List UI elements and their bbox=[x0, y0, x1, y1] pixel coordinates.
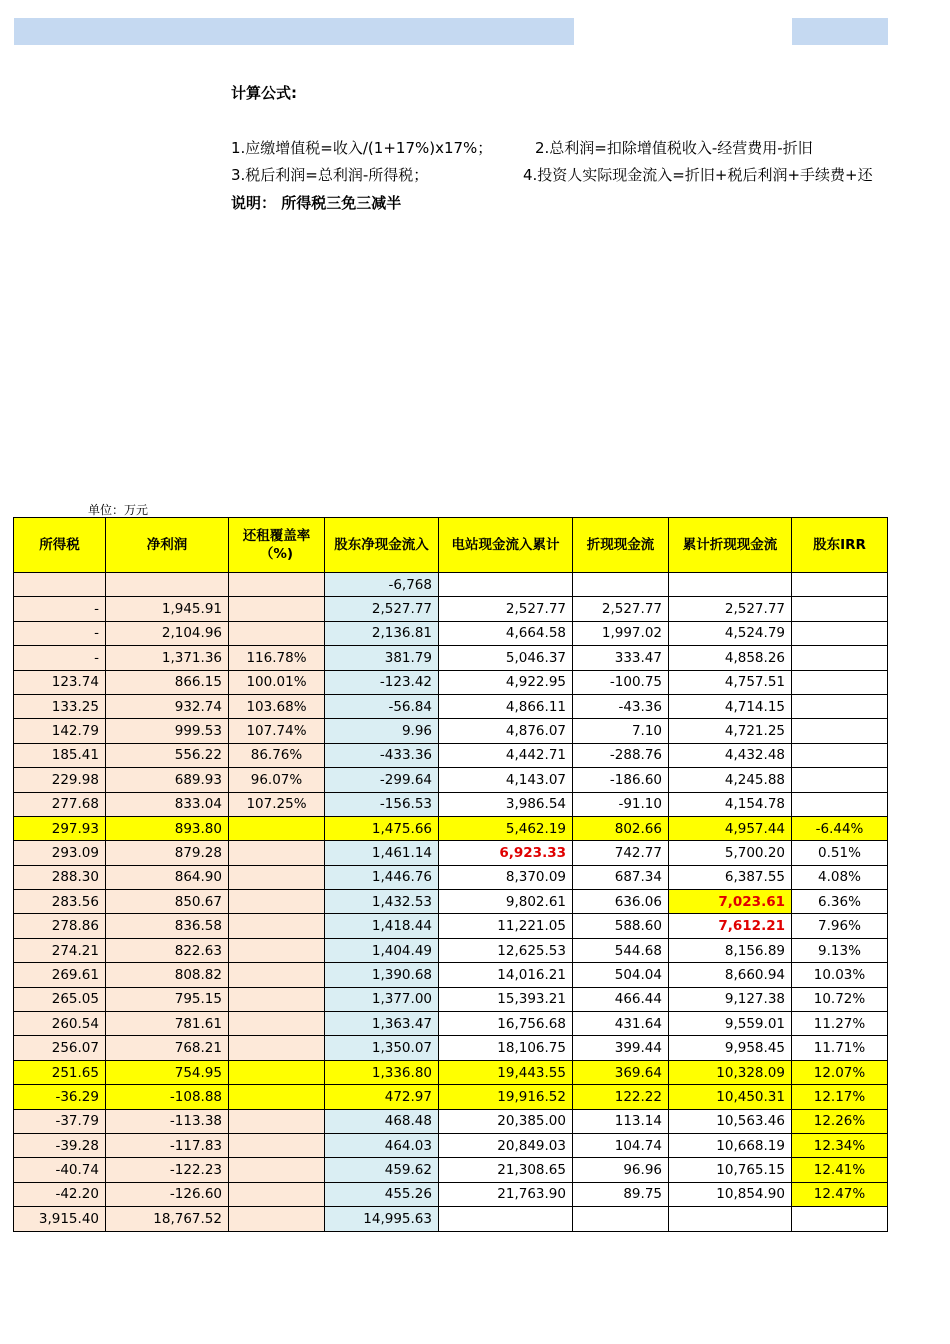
table-row bbox=[14, 1182, 888, 1206]
table-row bbox=[14, 816, 888, 840]
cell-net-profit: 1,945.91 bbox=[106, 597, 229, 621]
cell-station-cumulative-inflow: 2,527.77 bbox=[439, 597, 573, 621]
cell-income-tax: 185.41 bbox=[14, 743, 106, 767]
cell-discounted-cashflow: 504.04 bbox=[573, 963, 669, 987]
table-row bbox=[14, 670, 888, 694]
table-row bbox=[14, 792, 888, 816]
cell-rent-coverage: 116.78% bbox=[229, 646, 325, 670]
table-row bbox=[14, 987, 888, 1011]
cell-discounted-cashflow: 104.74 bbox=[573, 1133, 669, 1157]
cell-income-tax: 251.65 bbox=[14, 1060, 106, 1084]
formula-4: 4.投资人实际现金流入=折旧+税后利润+手续费+还 bbox=[523, 166, 873, 184]
cell-cumulative-discounted: 10,765.15 bbox=[669, 1158, 792, 1182]
cell-rent-coverage: 103.68% bbox=[229, 694, 325, 718]
cell-rent-coverage bbox=[229, 914, 325, 938]
cell-shareholder-net-inflow: 381.79 bbox=[325, 646, 439, 670]
cell-cumulative-discounted: 10,668.19 bbox=[669, 1133, 792, 1157]
cell-station-cumulative-inflow: 20,849.03 bbox=[439, 1133, 573, 1157]
cell-rent-coverage: 86.76% bbox=[229, 743, 325, 767]
cell-shareholder-irr: 10.72% bbox=[792, 987, 888, 1011]
cell-discounted-cashflow: 636.06 bbox=[573, 890, 669, 914]
header-rent-coverage: 还租覆盖率（%) bbox=[229, 518, 325, 573]
cell-income-tax: 288.30 bbox=[14, 865, 106, 889]
cell-shareholder-irr bbox=[792, 573, 888, 597]
cell-discounted-cashflow: -288.76 bbox=[573, 743, 669, 767]
cell-net-profit: 932.74 bbox=[106, 694, 229, 718]
formula-1: 1.应缴增值税=收入/(1+17%)x17%； bbox=[231, 139, 493, 157]
cell-income-tax: 123.74 bbox=[14, 670, 106, 694]
cell-income-tax: 3,915.40 bbox=[14, 1207, 106, 1231]
cell-discounted-cashflow: -186.60 bbox=[573, 768, 669, 792]
cell-income-tax: 260.54 bbox=[14, 1012, 106, 1036]
cell-net-profit: -126.60 bbox=[106, 1182, 229, 1206]
cell-shareholder-irr bbox=[792, 694, 888, 718]
cell-station-cumulative-inflow: 4,143.07 bbox=[439, 768, 573, 792]
cell-net-profit: 866.15 bbox=[106, 670, 229, 694]
cell-income-tax bbox=[14, 573, 106, 597]
header-shareholder-net-inflow: 股东净现金流入 bbox=[325, 518, 439, 573]
cell-shareholder-net-inflow: 1,363.47 bbox=[325, 1012, 439, 1036]
cell-station-cumulative-inflow: 19,443.55 bbox=[439, 1060, 573, 1084]
table-row bbox=[14, 646, 888, 670]
table-row bbox=[14, 1207, 888, 1231]
cell-rent-coverage bbox=[229, 816, 325, 840]
cell-cumulative-discounted: 7,023.61 bbox=[669, 890, 792, 914]
cell-discounted-cashflow: 687.34 bbox=[573, 865, 669, 889]
cell-shareholder-irr bbox=[792, 597, 888, 621]
cell-discounted-cashflow: 1,997.02 bbox=[573, 621, 669, 645]
cell-net-profit: 18,767.52 bbox=[106, 1207, 229, 1231]
cell-cumulative-discounted: 10,563.46 bbox=[669, 1109, 792, 1133]
cell-rent-coverage bbox=[229, 1036, 325, 1060]
cell-cumulative-discounted: 4,721.25 bbox=[669, 719, 792, 743]
table-row bbox=[14, 597, 888, 621]
cell-discounted-cashflow: 399.44 bbox=[573, 1036, 669, 1060]
table-row bbox=[14, 1133, 888, 1157]
cell-discounted-cashflow: 333.47 bbox=[573, 646, 669, 670]
table-row bbox=[14, 963, 888, 987]
formula-3: 3.税后利润=总利润-所得税； bbox=[231, 166, 429, 184]
cell-discounted-cashflow: 369.64 bbox=[573, 1060, 669, 1084]
cell-shareholder-irr: 10.03% bbox=[792, 963, 888, 987]
cell-cumulative-discounted: 4,524.79 bbox=[669, 621, 792, 645]
cell-shareholder-net-inflow: -56.84 bbox=[325, 694, 439, 718]
cell-station-cumulative-inflow: 6,923.33 bbox=[439, 841, 573, 865]
table-body bbox=[14, 573, 888, 1232]
cell-rent-coverage bbox=[229, 1133, 325, 1157]
cell-shareholder-net-inflow: 14,995.63 bbox=[325, 1207, 439, 1231]
table-row bbox=[14, 573, 888, 597]
cell-shareholder-net-inflow: 468.48 bbox=[325, 1109, 439, 1133]
cell-shareholder-irr bbox=[792, 670, 888, 694]
table-row bbox=[14, 743, 888, 767]
cell-net-profit: 999.53 bbox=[106, 719, 229, 743]
cell-cumulative-discounted bbox=[669, 573, 792, 597]
cell-net-profit: -117.83 bbox=[106, 1133, 229, 1157]
cell-cumulative-discounted: 10,854.90 bbox=[669, 1182, 792, 1206]
table-row bbox=[14, 1085, 888, 1109]
cell-discounted-cashflow bbox=[573, 1207, 669, 1231]
cell-station-cumulative-inflow: 5,462.19 bbox=[439, 816, 573, 840]
cell-shareholder-net-inflow: 464.03 bbox=[325, 1133, 439, 1157]
formula-note: 说明： 所得税三免三减半 bbox=[231, 194, 402, 212]
cell-shareholder-net-inflow: 1,377.00 bbox=[325, 987, 439, 1011]
cell-rent-coverage bbox=[229, 1182, 325, 1206]
cell-station-cumulative-inflow bbox=[439, 573, 573, 597]
cell-net-profit: -122.23 bbox=[106, 1158, 229, 1182]
cell-rent-coverage bbox=[229, 890, 325, 914]
cell-discounted-cashflow: 7.10 bbox=[573, 719, 669, 743]
cell-shareholder-irr: 7.96% bbox=[792, 914, 888, 938]
cell-station-cumulative-inflow: 14,016.21 bbox=[439, 963, 573, 987]
cell-rent-coverage bbox=[229, 865, 325, 889]
table-row bbox=[14, 890, 888, 914]
cell-shareholder-net-inflow: -299.64 bbox=[325, 768, 439, 792]
cell-net-profit: 1,371.36 bbox=[106, 646, 229, 670]
cell-net-profit: 822.63 bbox=[106, 938, 229, 962]
cell-income-tax: -37.79 bbox=[14, 1109, 106, 1133]
cell-discounted-cashflow: 89.75 bbox=[573, 1182, 669, 1206]
cell-rent-coverage bbox=[229, 987, 325, 1011]
cell-shareholder-net-inflow: -123.42 bbox=[325, 670, 439, 694]
cell-rent-coverage bbox=[229, 841, 325, 865]
cell-cumulative-discounted: 6,387.55 bbox=[669, 865, 792, 889]
cell-shareholder-net-inflow: -156.53 bbox=[325, 792, 439, 816]
cell-income-tax: 293.09 bbox=[14, 841, 106, 865]
cell-income-tax: - bbox=[14, 597, 106, 621]
cell-cumulative-discounted: 10,328.09 bbox=[669, 1060, 792, 1084]
cell-shareholder-net-inflow: 455.26 bbox=[325, 1182, 439, 1206]
cell-discounted-cashflow: 96.96 bbox=[573, 1158, 669, 1182]
table-row bbox=[14, 694, 888, 718]
cell-income-tax: 283.56 bbox=[14, 890, 106, 914]
cell-cumulative-discounted: 9,958.45 bbox=[669, 1036, 792, 1060]
cell-cumulative-discounted: 2,527.77 bbox=[669, 597, 792, 621]
cell-station-cumulative-inflow bbox=[439, 1207, 573, 1231]
cell-shareholder-irr bbox=[792, 792, 888, 816]
cell-rent-coverage bbox=[229, 1012, 325, 1036]
cell-station-cumulative-inflow: 21,308.65 bbox=[439, 1158, 573, 1182]
cell-shareholder-irr bbox=[792, 1207, 888, 1231]
cell-cumulative-discounted: 4,757.51 bbox=[669, 670, 792, 694]
cell-cumulative-discounted: 4,714.15 bbox=[669, 694, 792, 718]
cell-rent-coverage bbox=[229, 573, 325, 597]
cell-rent-coverage bbox=[229, 1207, 325, 1231]
cell-shareholder-net-inflow: 9.96 bbox=[325, 719, 439, 743]
unit-label: 单位：万元 bbox=[88, 503, 149, 517]
cell-station-cumulative-inflow: 20,385.00 bbox=[439, 1109, 573, 1133]
cell-shareholder-irr: 4.08% bbox=[792, 865, 888, 889]
cell-shareholder-irr: 11.27% bbox=[792, 1012, 888, 1036]
cell-discounted-cashflow: -91.10 bbox=[573, 792, 669, 816]
cell-shareholder-net-inflow: 1,418.44 bbox=[325, 914, 439, 938]
cell-cumulative-discounted: 8,156.89 bbox=[669, 938, 792, 962]
cell-income-tax: 133.25 bbox=[14, 694, 106, 718]
cell-station-cumulative-inflow: 8,370.09 bbox=[439, 865, 573, 889]
cell-income-tax: 278.86 bbox=[14, 914, 106, 938]
cashflow-table bbox=[13, 517, 888, 1232]
cell-shareholder-net-inflow: 1,475.66 bbox=[325, 816, 439, 840]
cell-shareholder-net-inflow: 459.62 bbox=[325, 1158, 439, 1182]
cell-net-profit: 689.93 bbox=[106, 768, 229, 792]
cell-net-profit: 833.04 bbox=[106, 792, 229, 816]
cell-shareholder-irr: -6.44% bbox=[792, 816, 888, 840]
cell-net-profit: -108.88 bbox=[106, 1085, 229, 1109]
cell-income-tax: - bbox=[14, 621, 106, 645]
cell-income-tax: -42.20 bbox=[14, 1182, 106, 1206]
cell-shareholder-net-inflow: 1,390.68 bbox=[325, 963, 439, 987]
cell-rent-coverage: 107.25% bbox=[229, 792, 325, 816]
table-row bbox=[14, 621, 888, 645]
cell-shareholder-irr bbox=[792, 768, 888, 792]
table-row bbox=[14, 841, 888, 865]
cell-shareholder-irr bbox=[792, 621, 888, 645]
cell-shareholder-net-inflow: 1,446.76 bbox=[325, 865, 439, 889]
cell-discounted-cashflow: 122.22 bbox=[573, 1085, 669, 1109]
cell-cumulative-discounted: 5,700.20 bbox=[669, 841, 792, 865]
table-row bbox=[14, 1109, 888, 1133]
header-discounted-cashflow: 折现现金流 bbox=[573, 518, 669, 573]
cell-rent-coverage bbox=[229, 1158, 325, 1182]
cell-net-profit: 2,104.96 bbox=[106, 621, 229, 645]
cell-shareholder-net-inflow: 2,136.81 bbox=[325, 621, 439, 645]
cell-cumulative-discounted: 4,858.26 bbox=[669, 646, 792, 670]
cell-net-profit: 836.58 bbox=[106, 914, 229, 938]
cell-discounted-cashflow: 113.14 bbox=[573, 1109, 669, 1133]
cell-station-cumulative-inflow: 4,442.71 bbox=[439, 743, 573, 767]
cell-cumulative-discounted: 9,559.01 bbox=[669, 1012, 792, 1036]
cell-discounted-cashflow: 544.68 bbox=[573, 938, 669, 962]
cell-shareholder-net-inflow: 472.97 bbox=[325, 1085, 439, 1109]
cell-station-cumulative-inflow: 4,876.07 bbox=[439, 719, 573, 743]
cell-income-tax: 274.21 bbox=[14, 938, 106, 962]
cell-net-profit: 754.95 bbox=[106, 1060, 229, 1084]
cell-discounted-cashflow: -100.75 bbox=[573, 670, 669, 694]
cell-cumulative-discounted: 4,245.88 bbox=[669, 768, 792, 792]
cell-cumulative-discounted: 4,154.78 bbox=[669, 792, 792, 816]
table-row bbox=[14, 768, 888, 792]
cell-cumulative-discounted: 4,432.48 bbox=[669, 743, 792, 767]
cell-net-profit: 556.22 bbox=[106, 743, 229, 767]
table-row bbox=[14, 1036, 888, 1060]
table-header-row bbox=[14, 518, 888, 573]
cell-net-profit: 893.80 bbox=[106, 816, 229, 840]
cell-shareholder-irr: 12.07% bbox=[792, 1060, 888, 1084]
cell-discounted-cashflow bbox=[573, 573, 669, 597]
cell-income-tax: 229.98 bbox=[14, 768, 106, 792]
cell-rent-coverage bbox=[229, 1085, 325, 1109]
cell-cumulative-discounted: 7,612.21 bbox=[669, 914, 792, 938]
cell-cumulative-discounted bbox=[669, 1207, 792, 1231]
cell-discounted-cashflow: 2,527.77 bbox=[573, 597, 669, 621]
cell-shareholder-irr: 12.41% bbox=[792, 1158, 888, 1182]
cell-discounted-cashflow: -43.36 bbox=[573, 694, 669, 718]
cell-net-profit: 781.61 bbox=[106, 1012, 229, 1036]
cell-shareholder-irr: 12.47% bbox=[792, 1182, 888, 1206]
cell-station-cumulative-inflow: 9,802.61 bbox=[439, 890, 573, 914]
cell-cumulative-discounted: 9,127.38 bbox=[669, 987, 792, 1011]
header-bar-right bbox=[792, 18, 888, 45]
table-row bbox=[14, 1012, 888, 1036]
cell-shareholder-irr: 12.26% bbox=[792, 1109, 888, 1133]
cell-income-tax: 265.05 bbox=[14, 987, 106, 1011]
cell-income-tax: 142.79 bbox=[14, 719, 106, 743]
table-row bbox=[14, 938, 888, 962]
cell-income-tax: - bbox=[14, 646, 106, 670]
cell-station-cumulative-inflow: 4,664.58 bbox=[439, 621, 573, 645]
cell-net-profit: 768.21 bbox=[106, 1036, 229, 1060]
cell-shareholder-net-inflow: 1,461.14 bbox=[325, 841, 439, 865]
cell-net-profit: -113.38 bbox=[106, 1109, 229, 1133]
cell-station-cumulative-inflow: 4,866.11 bbox=[439, 694, 573, 718]
cell-shareholder-irr bbox=[792, 743, 888, 767]
table-row bbox=[14, 914, 888, 938]
cell-station-cumulative-inflow: 19,916.52 bbox=[439, 1085, 573, 1109]
formula-title: 计算公式: bbox=[231, 84, 297, 102]
cell-station-cumulative-inflow: 16,756.68 bbox=[439, 1012, 573, 1036]
cell-shareholder-net-inflow: -6,768 bbox=[325, 573, 439, 597]
cell-net-profit: 850.67 bbox=[106, 890, 229, 914]
cell-station-cumulative-inflow: 5,046.37 bbox=[439, 646, 573, 670]
cell-shareholder-irr bbox=[792, 646, 888, 670]
table-row bbox=[14, 1158, 888, 1182]
table-row bbox=[14, 719, 888, 743]
cell-cumulative-discounted: 4,957.44 bbox=[669, 816, 792, 840]
cell-cumulative-discounted: 10,450.31 bbox=[669, 1085, 792, 1109]
cell-station-cumulative-inflow: 3,986.54 bbox=[439, 792, 573, 816]
cell-shareholder-net-inflow: 1,350.07 bbox=[325, 1036, 439, 1060]
cell-cumulative-discounted: 8,660.94 bbox=[669, 963, 792, 987]
header-shareholder-irr: 股东IRR bbox=[792, 518, 888, 573]
header-bar-left bbox=[14, 18, 574, 45]
table-row bbox=[14, 1060, 888, 1084]
header-cumulative-discounted: 累计折现现金流 bbox=[669, 518, 792, 573]
formula-2: 2.总利润=扣除增值税收入-经营费用-折旧 bbox=[535, 139, 813, 157]
cell-shareholder-irr bbox=[792, 719, 888, 743]
cell-shareholder-irr: 0.51% bbox=[792, 841, 888, 865]
cell-shareholder-irr: 9.13% bbox=[792, 938, 888, 962]
cell-shareholder-net-inflow: 1,336.80 bbox=[325, 1060, 439, 1084]
cell-station-cumulative-inflow: 12,625.53 bbox=[439, 938, 573, 962]
cell-rent-coverage bbox=[229, 963, 325, 987]
cell-net-profit bbox=[106, 573, 229, 597]
cell-rent-coverage bbox=[229, 597, 325, 621]
cell-discounted-cashflow: 742.77 bbox=[573, 841, 669, 865]
header-station-cumulative-inflow: 电站现金流入累计 bbox=[439, 518, 573, 573]
cell-rent-coverage bbox=[229, 621, 325, 645]
cell-shareholder-irr: 12.17% bbox=[792, 1085, 888, 1109]
cell-shareholder-net-inflow: -433.36 bbox=[325, 743, 439, 767]
table-row bbox=[14, 865, 888, 889]
cell-net-profit: 795.15 bbox=[106, 987, 229, 1011]
cell-shareholder-irr: 11.71% bbox=[792, 1036, 888, 1060]
cell-shareholder-irr: 12.34% bbox=[792, 1133, 888, 1157]
cell-income-tax: -40.74 bbox=[14, 1158, 106, 1182]
cell-rent-coverage bbox=[229, 1060, 325, 1084]
cell-income-tax: 277.68 bbox=[14, 792, 106, 816]
header-income-tax: 所得税 bbox=[14, 518, 106, 573]
cell-discounted-cashflow: 466.44 bbox=[573, 987, 669, 1011]
cell-discounted-cashflow: 431.64 bbox=[573, 1012, 669, 1036]
cell-rent-coverage bbox=[229, 938, 325, 962]
cell-discounted-cashflow: 588.60 bbox=[573, 914, 669, 938]
cell-shareholder-net-inflow: 1,404.49 bbox=[325, 938, 439, 962]
cell-net-profit: 879.28 bbox=[106, 841, 229, 865]
cell-income-tax: 256.07 bbox=[14, 1036, 106, 1060]
cell-discounted-cashflow: 802.66 bbox=[573, 816, 669, 840]
cell-station-cumulative-inflow: 4,922.95 bbox=[439, 670, 573, 694]
cell-rent-coverage bbox=[229, 1109, 325, 1133]
cell-shareholder-net-inflow: 2,527.77 bbox=[325, 597, 439, 621]
cell-rent-coverage: 100.01% bbox=[229, 670, 325, 694]
cell-net-profit: 864.90 bbox=[106, 865, 229, 889]
cell-net-profit: 808.82 bbox=[106, 963, 229, 987]
cell-income-tax: -36.29 bbox=[14, 1085, 106, 1109]
cell-income-tax: 297.93 bbox=[14, 816, 106, 840]
cell-rent-coverage: 96.07% bbox=[229, 768, 325, 792]
cell-station-cumulative-inflow: 18,106.75 bbox=[439, 1036, 573, 1060]
cell-rent-coverage: 107.74% bbox=[229, 719, 325, 743]
cell-station-cumulative-inflow: 15,393.21 bbox=[439, 987, 573, 1011]
cell-shareholder-irr: 6.36% bbox=[792, 890, 888, 914]
cell-station-cumulative-inflow: 11,221.05 bbox=[439, 914, 573, 938]
header-net-profit: 净利润 bbox=[106, 518, 229, 573]
cell-income-tax: -39.28 bbox=[14, 1133, 106, 1157]
cell-income-tax: 269.61 bbox=[14, 963, 106, 987]
cell-station-cumulative-inflow: 21,763.90 bbox=[439, 1182, 573, 1206]
cell-shareholder-net-inflow: 1,432.53 bbox=[325, 890, 439, 914]
